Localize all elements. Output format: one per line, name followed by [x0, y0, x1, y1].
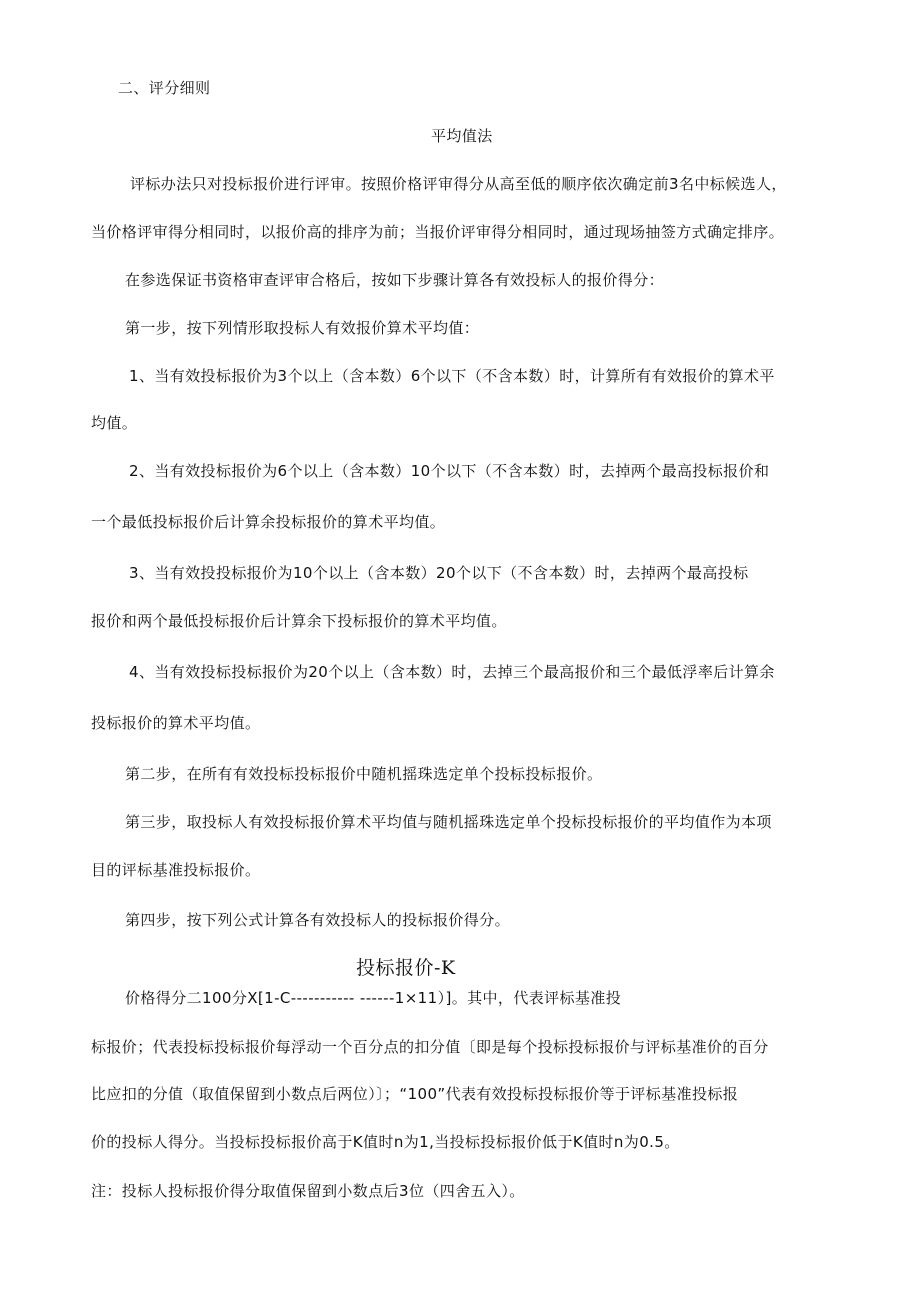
- step3-line1: 第三步，取投标人有效投标报价算术平均值与随机摇珠选定单个投标投标报价的平均值作为本项: [125, 813, 772, 831]
- precondition-text: 在参选保证书资格审查评审合格后，按如下步骤计算各有效投标人的报价得分：: [125, 271, 665, 289]
- step3-line2: 目的评标基准投标报价。: [91, 861, 261, 879]
- formula-line-2: 标报价；代表投标投标报价每浮动一个百分点的扣分值〔即是每个投标投标报价与评标基准价的百分: [91, 1038, 769, 1056]
- formula-line-4: 价的投标人得分。当投标投标报价高于K值时n为1,当投标投标报价低于K值时n为0.5。: [91, 1133, 680, 1151]
- step1-case3-line2: 报价和两个最低投标报价后计算余下投标报价的算术平均值。: [91, 612, 507, 630]
- step1-case2-line1: 2、当有效投标报价为6个以上（含本数）10个以下（不含本数）时，去掉两个最高投标报价和: [129, 462, 770, 480]
- step1-heading: 第一步，按下列情形取投标人有效报价算术平均值：: [125, 319, 480, 337]
- step1-case2-line2: 一个最低投标报价后计算余投标报价的算术平均值。: [91, 513, 446, 531]
- step2-text: 第二步，在所有有效投标投标报价中随机摇珠选定单个投标投标报价。: [125, 765, 603, 783]
- method-title: 平均值法: [431, 127, 493, 145]
- intro-line-1: 评标办法只对投标报价进行评审。按照价格评审得分从高至低的顺序依次确定前3名中标候选人，: [130, 175, 787, 193]
- formula-line-3: 比应扣的分值（取值保留到小数点后两位）〕；“100”代表有效投标投标报价等于评标基准投标报: [91, 1085, 739, 1103]
- formula-line-1: 价格得分二100分X[1-C----------- ------1×11）]。其中，代表评标基准投: [125, 989, 622, 1007]
- step1-case1-line2: 均值。: [91, 414, 138, 432]
- step1-case4-line1: 4、当有效投标投标报价为20个以上（含本数）时，去掉三个最高报价和三个最低浮率后计算余: [129, 663, 775, 681]
- formula-numerator: 投标报价-K: [356, 957, 456, 979]
- step1-case1-line1: 1、当有效投标报价为3个以上（含本数）6个以下（不含本数）时，计算所有有效报价的算术平: [129, 367, 775, 385]
- intro-line-2: 当价格评审得分相同时，以报价高的排序为前；当报价评审得分相同时，通过现场抽签方式确定排序。: [91, 223, 785, 241]
- note-text: 注：投标人投标报价得分取值保留到小数点后3位（四舍五入）。: [91, 1182, 525, 1200]
- section-heading: 二、评分细则: [118, 79, 211, 97]
- step4-text: 第四步，按下列公式计算各有效投标人的投标报价得分。: [125, 911, 511, 929]
- step1-case4-line2: 投标报价的算术平均值。: [91, 714, 261, 732]
- step1-case3-line1: 3、当有效投投标报价为10个以上（含本数）20个以下（不含本数）时，去掉两个最高投标: [129, 564, 749, 582]
